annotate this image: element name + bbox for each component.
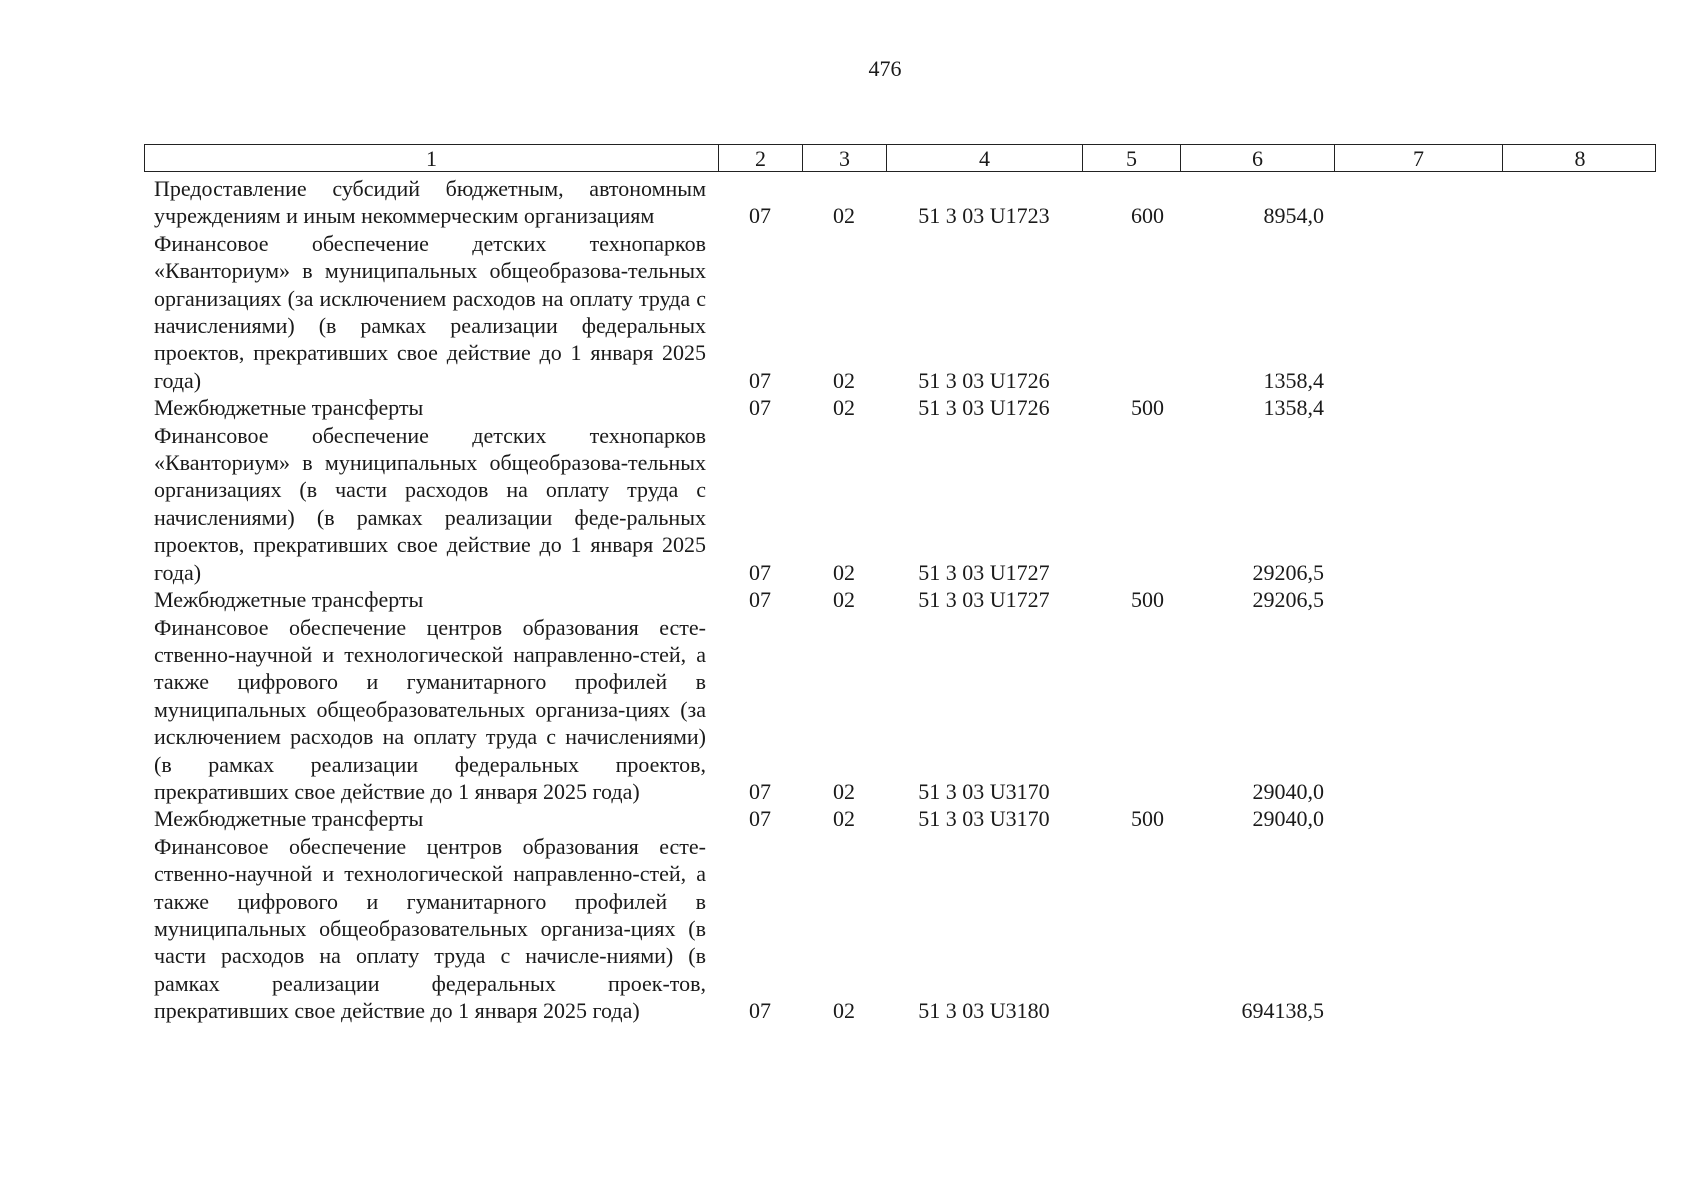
row-amount: 29206,5 <box>1252 587 1324 613</box>
row-target-article: 51 3 03 U3180 <box>918 998 1050 1024</box>
row-razdel: 07 <box>749 587 771 613</box>
row-razdel: 07 <box>749 395 771 421</box>
row-description: Финансовое обеспечение детских технопарков «Кванториум» в муниципальных общеобразова-тельных организациях (в части расходов на оплату труда с начислениями) (в рамках реализации феде-ральных проектов, прекративших свое действие до 1 января 2025 года) <box>154 422 706 585</box>
header-col-2: 2 <box>719 145 803 171</box>
row-podrazdel: 02 <box>833 203 855 229</box>
row-target-article: 51 3 03 U1726 <box>918 367 1050 393</box>
row-amount: 29040,0 <box>1252 778 1324 804</box>
row-podrazdel: 02 <box>833 778 855 804</box>
table-row <box>144 175 1656 230</box>
row-description: Межбюджетные трансферты <box>154 806 424 832</box>
row-amount: 1358,4 <box>1263 395 1324 421</box>
row-target-article: 51 3 03 U1726 <box>918 395 1050 421</box>
row-amount: 29040,0 <box>1252 806 1324 832</box>
row-razdel: 07 <box>749 806 771 832</box>
row-expense-type: 500 <box>1131 806 1164 832</box>
table-row <box>144 422 1656 586</box>
row-expense-type: 600 <box>1131 203 1164 229</box>
row-razdel: 07 <box>749 559 771 585</box>
header-col-5: 5 <box>1083 145 1181 171</box>
table-row <box>144 586 1656 613</box>
header-col-7: 7 <box>1335 145 1503 171</box>
row-expense-type: 500 <box>1131 395 1164 421</box>
header-col-4: 4 <box>887 145 1083 171</box>
row-description: Финансовое обеспечение центров образования есте-ственно-научной и технологической направленно-стей, а также цифрового и гуманитарного профилей в муниципальных общеобразовательных организа-циях (за исключением расходов на оплату труда с начислениями) (в рамках реализации федеральных проектов, прекративших свое действие до 1 января 2025 года) <box>154 614 706 804</box>
row-expense-type: 500 <box>1131 587 1164 613</box>
row-target-article: 51 3 03 U1727 <box>918 587 1050 613</box>
row-podrazdel: 02 <box>833 395 855 421</box>
row-amount: 1358,4 <box>1263 367 1324 393</box>
row-amount: 8954,0 <box>1263 203 1324 229</box>
row-podrazdel: 02 <box>833 559 855 585</box>
row-razdel: 07 <box>749 778 771 804</box>
table-row <box>144 394 1656 421</box>
header-col-3: 3 <box>803 145 887 171</box>
header-col-6: 6 <box>1181 145 1335 171</box>
row-podrazdel: 02 <box>833 587 855 613</box>
row-description: Межбюджетные трансферты <box>154 395 424 421</box>
header-col-1: 1 <box>145 145 719 171</box>
row-target-article: 51 3 03 U1727 <box>918 559 1050 585</box>
row-amount: 29206,5 <box>1252 559 1324 585</box>
table-row <box>144 805 1656 832</box>
table-body <box>144 175 1656 1025</box>
row-target-article: 51 3 03 U1723 <box>918 203 1050 229</box>
row-target-article: 51 3 03 U3170 <box>918 806 1050 832</box>
row-amount: 694138,5 <box>1241 998 1324 1024</box>
row-podrazdel: 02 <box>833 998 855 1024</box>
row-description: Финансовое обеспечение детских технопарков «Кванториум» в муниципальных общеобразова-тельных организациях (за исключением расходов на оплату труда с начислениями) (в рамках реализации федеральных проектов, прекративших свое действие до 1 января 2025 года) <box>154 230 706 393</box>
row-description: Предоставление субсидий бюджетным, автономным учреждениям и иным некоммерческим организациям <box>154 176 706 229</box>
row-description: Финансовое обеспечение центров образования есте-ственно-научной и технологической направленно-стей, а также цифрового и гуманитарного профилей в муниципальных общеобразовательных организа-циях (в части расходов на оплату труда с начисле-ниями) (в рамках реализации федеральных проек-тов, прекративших свое действие до 1 января 2025 года) <box>154 833 706 1024</box>
row-podrazdel: 02 <box>833 367 855 393</box>
table-row <box>144 614 1656 806</box>
row-description: Межбюджетные трансферты <box>154 587 424 613</box>
row-razdel: 07 <box>749 203 771 229</box>
row-razdel: 07 <box>749 998 771 1024</box>
row-razdel: 07 <box>749 367 771 393</box>
header-col-8: 8 <box>1574 146 1586 171</box>
table-row <box>144 230 1656 394</box>
page-number: 476 <box>868 56 902 81</box>
row-podrazdel: 02 <box>833 806 855 832</box>
table-row <box>144 833 1656 1025</box>
table-header-row <box>144 144 1656 172</box>
row-target-article: 51 3 03 U3170 <box>918 778 1050 804</box>
